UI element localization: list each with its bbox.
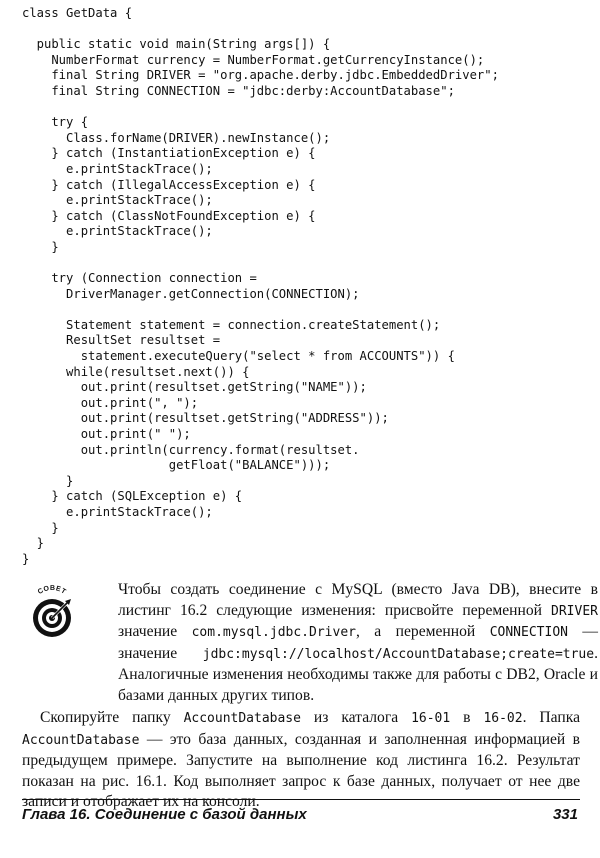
code-line: NumberFormat currency = NumberFormat.getCurrencyInstance(); [22, 52, 485, 67]
code-line [22, 100, 582, 116]
page-number: 331 [552, 806, 578, 823]
code-line: } catch (SQLException e) { [22, 489, 243, 504]
code-line [22, 256, 582, 272]
code-line: } catch (IllegalAccessException e) { [22, 177, 316, 192]
body-paragraph: Скопируйте папку AccountDatabase из каталога 16-01 в 16-02. Папка AccountDatabase — это база данных, созданная и заполненная информацией в предыдущем примере. Запустите на выполнение код листинга 16.2. Результат показан на рис. 16.1. Код выполняет запрос к базе данных, получает от нее две записи и отображает их на консоли. [22, 709, 580, 811]
code-line: final String DRIVER = "org.apache.derby.jdbc.EmbeddedDriver"; [22, 68, 499, 83]
code-line: Statement statement = connection.createStatement(); [22, 317, 441, 332]
code-line: DriverManager.getConnection(CONNECTION); [22, 286, 360, 301]
code-line: } [22, 520, 59, 535]
code-line: } [22, 473, 74, 488]
code-line: } [22, 239, 59, 254]
code-inline: CONNECTION [489, 625, 568, 641]
code-line: } catch (InstantiationException e) { [22, 146, 316, 161]
code-line: e.printStackTrace(); [22, 161, 213, 176]
code-line: e.printStackTrace(); [22, 224, 213, 239]
code-line [22, 22, 582, 38]
code-line: try (Connection connection = [22, 271, 257, 286]
code-line: public static void main(String args[]) { [22, 37, 331, 52]
code-inline: com.mysql.jdbc.Driver [191, 625, 356, 641]
code-line: out.print(", "); [22, 395, 199, 410]
code-line: e.printStackTrace(); [22, 193, 213, 208]
code-inline: 16-02 [483, 711, 523, 726]
code-line: statement.executeQuery("select * from ACCOUNTS")) { [22, 349, 455, 364]
code-line: final String CONNECTION = "jdbc:derby:AccountDatabase"; [22, 83, 455, 98]
running-footer-chapter: Глава 16. Соединение с базой данных [22, 806, 307, 823]
code-line: } [22, 551, 30, 566]
code-line: } catch (ClassNotFoundException e) { [22, 208, 316, 223]
code-listing [22, 6, 582, 567]
tip-icon-label: СОВЕТ [36, 584, 68, 596]
svg-text:СОВЕТ [37, 585, 67, 596]
code-line: } [22, 536, 45, 551]
footer-divider [22, 799, 580, 800]
code-line: while(resultset.next()) { [22, 364, 250, 379]
code-line: Class.forName(DRIVER).newInstance(); [22, 130, 331, 145]
code-line: out.print(resultset.getString("NAME")); [22, 380, 367, 395]
code-line: out.print(" "); [22, 427, 191, 442]
code-inline: jdbc:mysql://localhost/AccountDatabase;create=true [202, 646, 595, 662]
code-line: ResultSet resultset = [22, 333, 221, 348]
code-line [22, 302, 582, 318]
code-line: out.print(resultset.getString("ADDRESS")); [22, 411, 389, 426]
target-icon [24, 584, 80, 640]
code-line: e.printStackTrace(); [22, 505, 213, 519]
code-inline: AccountDatabase [183, 711, 301, 726]
code-line: getFloat("BALANCE"))); [22, 458, 331, 473]
code-line: out.println(currency.format(resultset. [22, 442, 360, 457]
code-line: class GetData { [22, 6, 133, 20]
tip-text: Чтобы создать соединение с MySQL (вместо Java DB), внесите в листинг 16.2 следующие изменения: присвойте переменной DRIVER значение com.mysql.jdbc.Driver, а переменной CONNECTION — значение jdbc:mysql://localhost/AccountDatabase;create=true. Аналогичные изменения необходимы также для работы с DB2, Oracle и базами данных других типов. [118, 581, 599, 704]
code-line: try { [22, 115, 89, 130]
code-inline: DRIVER [551, 603, 598, 619]
code-inline: 16-01 [411, 711, 451, 726]
code-inline: AccountDatabase [22, 732, 140, 748]
